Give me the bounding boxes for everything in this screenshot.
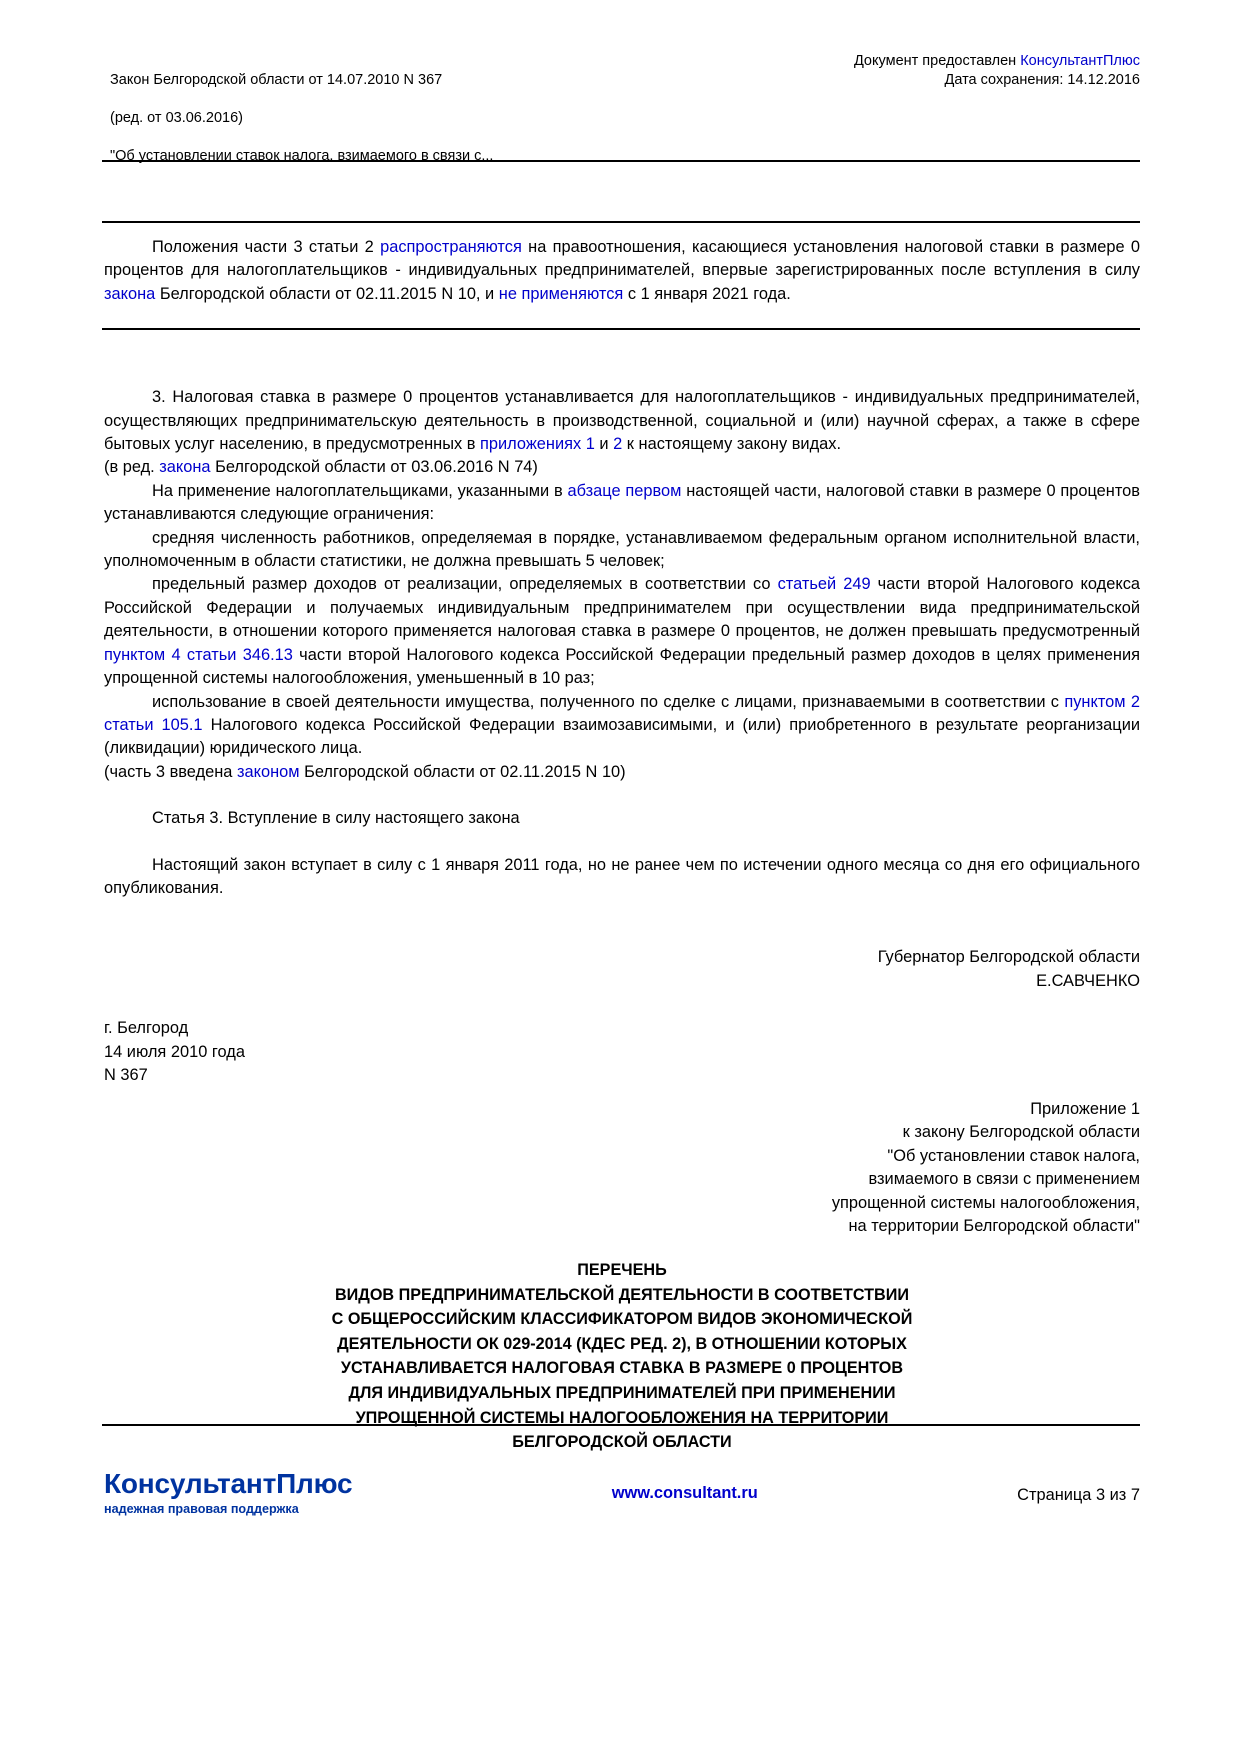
note-text-4: с 1 января 2021 года. <box>623 284 791 303</box>
note-text-1: Положения части 3 статьи 2 <box>152 238 381 256</box>
p7-text-2: Налогового кодекса Российской Федерации взаимозависимыми, и (или) приобретенного в результате реорганизации (ликвидации) юридического лица. <box>104 715 1140 758</box>
provided-by-label: Документ предоставлен <box>853 53 1021 69</box>
appendix-line-5: упрощенной системы налогообложения, <box>831 1193 1140 1212</box>
p3-text-1: 3. Налоговая ставка в размере 0 процентов устанавливается для налогоплательщиков - индивидуальных предпринимателей, осуществляющих предпринимательскую деятельность в производственной, социальной и (или) научной сферах, а также в сфере бытовых услуг населению, в предусмотренных в <box>104 388 1140 454</box>
paragraph-3 <box>104 386 1140 456</box>
appendix-line-1: Приложение 1 <box>1030 1100 1140 1118</box>
document-provenance-block <box>854 52 1140 90</box>
p7-text-1: использование в своей деятельности имущества, полученного по сделке с лицами, признаваемыми в соответствии с <box>152 692 1065 711</box>
footer-tagline: надежная правовая поддержка <box>104 1502 299 1516</box>
note-top-rule <box>102 221 1140 223</box>
footer-website-link[interactable]: www.consultant.ru <box>611 1484 758 1502</box>
perechen-line-6: ДЛЯ ИНДИВИДУАЛЬНЫХ ПРЕДПРИНИМАТЕЛЕЙ ПРИ ПРИМЕНЕНИИ <box>348 1383 896 1402</box>
part3-link-zakonom[interactable]: законом <box>236 762 300 781</box>
perechen-line-4: ДЕЯТЕЛЬНОСТИ ОК 029-2014 (КДЕС РЕД. 2), В ОТНОШЕНИИ КОТОРЫХ <box>337 1334 907 1353</box>
p4-text-1: На применение налогоплательщиками, указанными в <box>152 481 568 500</box>
p3-text-2: и <box>594 435 614 454</box>
p6-text-2: части второй Налогового кодекса Российской Федерации и получаемых индивидуальным предпринимателем при осуществлении вида предпринимательской деятельности, в отношении которого применяется налоговая ставка в размере 0 процентов, не должен превышать предусмотренный <box>104 575 1140 641</box>
part3-origin-note <box>104 761 1140 784</box>
document-body <box>104 236 1140 1087</box>
perechen-line-2: ВИДОВ ПРЕДПРИНИМАТЕЛЬСКОЙ ДЕЯТЕЛЬНОСТИ В СООТВЕТСТВИИ <box>334 1285 909 1304</box>
part3-text-2: Белгородской области от 02.11.2015 N 10) <box>299 762 626 781</box>
signatory-title: Губернатор Белгородской области <box>877 948 1140 967</box>
p6-link-punkt-4-statya-346-13[interactable]: пунктом 4 статьи 346.13 <box>104 645 293 664</box>
appendix-line-2: к закону Белгородской области <box>902 1123 1140 1142</box>
revision-text-2: Белгородской области от 03.06.2016 N 74) <box>210 458 538 477</box>
p4-link-abzac-pervyi[interactable]: абзаце первом <box>567 481 682 500</box>
revision-link-zakona[interactable]: закона <box>159 458 211 477</box>
page-header <box>110 52 1140 185</box>
place-date: 14 июля 2010 года <box>104 1042 245 1061</box>
document-title-line-1: Закон Белгородской области от 14.07.2010 N 367 <box>110 72 443 88</box>
place-number: N 367 <box>104 1065 148 1084</box>
place-city: г. Белгород <box>104 1019 189 1038</box>
header-divider-rule <box>102 160 1140 162</box>
note-text-3: Белгородской области от 02.11.2015 N 10, и <box>155 284 499 303</box>
p6-text-1: предельный размер доходов от реализации, определяемых в соответствии со <box>152 575 778 594</box>
document-title-line-2: (ред. от 03.06.2016) <box>110 110 243 126</box>
perechen-line-8: БЕЛГОРОДСКОЙ ОБЛАСТИ <box>512 1433 732 1452</box>
consultant-plus-link[interactable]: КонсультантПлюс <box>1020 53 1140 69</box>
footer-page-number: Страница 3 из 7 <box>1017 1486 1140 1504</box>
appendix-line-6: на территории Белгородской области" <box>848 1217 1140 1236</box>
note-link-rasprostranyayutsya[interactable]: распространяются <box>380 238 522 256</box>
footer-brand-block <box>104 1468 352 1516</box>
appendix-reference-block <box>104 1098 1140 1238</box>
article-3-heading: Статья 3. Вступление в силу настоящего закона <box>152 809 520 828</box>
perechen-line-1: ПЕРЕЧЕНЬ <box>577 1261 667 1279</box>
part3-text-1: (часть 3 введена <box>104 762 237 781</box>
perechen-line-3: С ОБЩЕРОССИЙСКИМ КЛАССИФИКАТОРОМ ВИДОВ ЭКОНОМИЧЕСКОЙ <box>331 1310 913 1329</box>
p3-link-prilozheniye-2[interactable]: 2 <box>613 435 623 454</box>
p4-text-2: настоящей части, налоговой ставки в размере 0 процентов устанавливаются следующие ограничения: <box>104 481 1140 524</box>
note-link-ne-primenyayutsya[interactable]: не применяются <box>498 284 624 303</box>
p3-text-3: к настоящему закону видах. <box>622 435 842 454</box>
restriction-headcount: средняя численность работников, определяемая в порядке, устанавливаемом федеральным органом исполнительной власти, уполномоченным в области статистики, не должна превышать 5 человек; <box>104 528 1140 571</box>
spacer-after-article-3-heading <box>104 831 1140 854</box>
saved-date-label: Дата сохранения: 14.12.2016 <box>944 72 1140 88</box>
p6-link-statya-249[interactable]: статьей 249 <box>777 575 871 594</box>
p3-link-prilozheniya-1[interactable]: приложениях 1 <box>480 435 595 454</box>
revision-note-74 <box>104 456 1140 479</box>
revision-text-1: (в ред. <box>104 458 160 477</box>
perechen-line-7: УПРОЩЕННОЙ СИСТЕМЫ НАЛОГООБЛОЖЕНИЯ НА ТЕРРИТОРИИ <box>355 1408 889 1427</box>
note-text-2: на правоотношения, касающиеся установления налоговой ставки в размере 0 процентов для налогоплательщиков - индивидуальных предпринимателей, впервые зарегистрированных после вступления в силу <box>104 238 1140 280</box>
signatory-name: Е.САВЧЕНКО <box>1036 971 1140 990</box>
footer-divider-rule <box>102 1424 1140 1426</box>
restriction-property-use <box>104 691 1140 761</box>
provided-by-line <box>854 52 1140 71</box>
footer-logo-text: КонсультантПлюс <box>104 1468 353 1499</box>
note-rule-spacer <box>104 306 1140 386</box>
appendix-line-3: "Об установлении ставок налога, <box>887 1146 1140 1165</box>
note-paragraph <box>104 236 1140 306</box>
document-title-line-3: "Об установлении ставок налога, взимаемого в связи с... <box>110 148 494 164</box>
appendix-line-4: взимаемого в связи с применением <box>868 1170 1140 1189</box>
signature-block <box>104 946 1140 993</box>
perechen-line-5: УСТАНАВЛИВАЕТСЯ НАЛОГОВАЯ СТАВКА В РАЗМЕРЕ 0 ПРОЦЕНТОВ <box>340 1359 904 1378</box>
restriction-income-limit <box>104 573 1140 690</box>
place-and-date-block <box>104 1017 1140 1087</box>
paragraph-restrictions-intro <box>104 480 1140 527</box>
spacer-before-article-3 <box>104 784 1140 807</box>
page-footer <box>104 1468 1140 1516</box>
article-3-text: Настоящий закон вступает в силу с 1 января 2011 года, но не ранее чем по истечении одного месяца со дня его официального опубликования. <box>104 855 1140 897</box>
p7-link-punkt-2-statya-105-1[interactable]: пунктом 2 статьи 105.1 <box>104 692 1140 734</box>
note-link-zakona[interactable]: закона <box>104 284 156 303</box>
document-title-block <box>110 52 493 185</box>
p6-text-3: части второй Налогового кодекса Российской Федерации предельный размер доходов в целях применения упрощенной системы налогообложения, уменьшенный в 10 раз; <box>104 645 1140 688</box>
